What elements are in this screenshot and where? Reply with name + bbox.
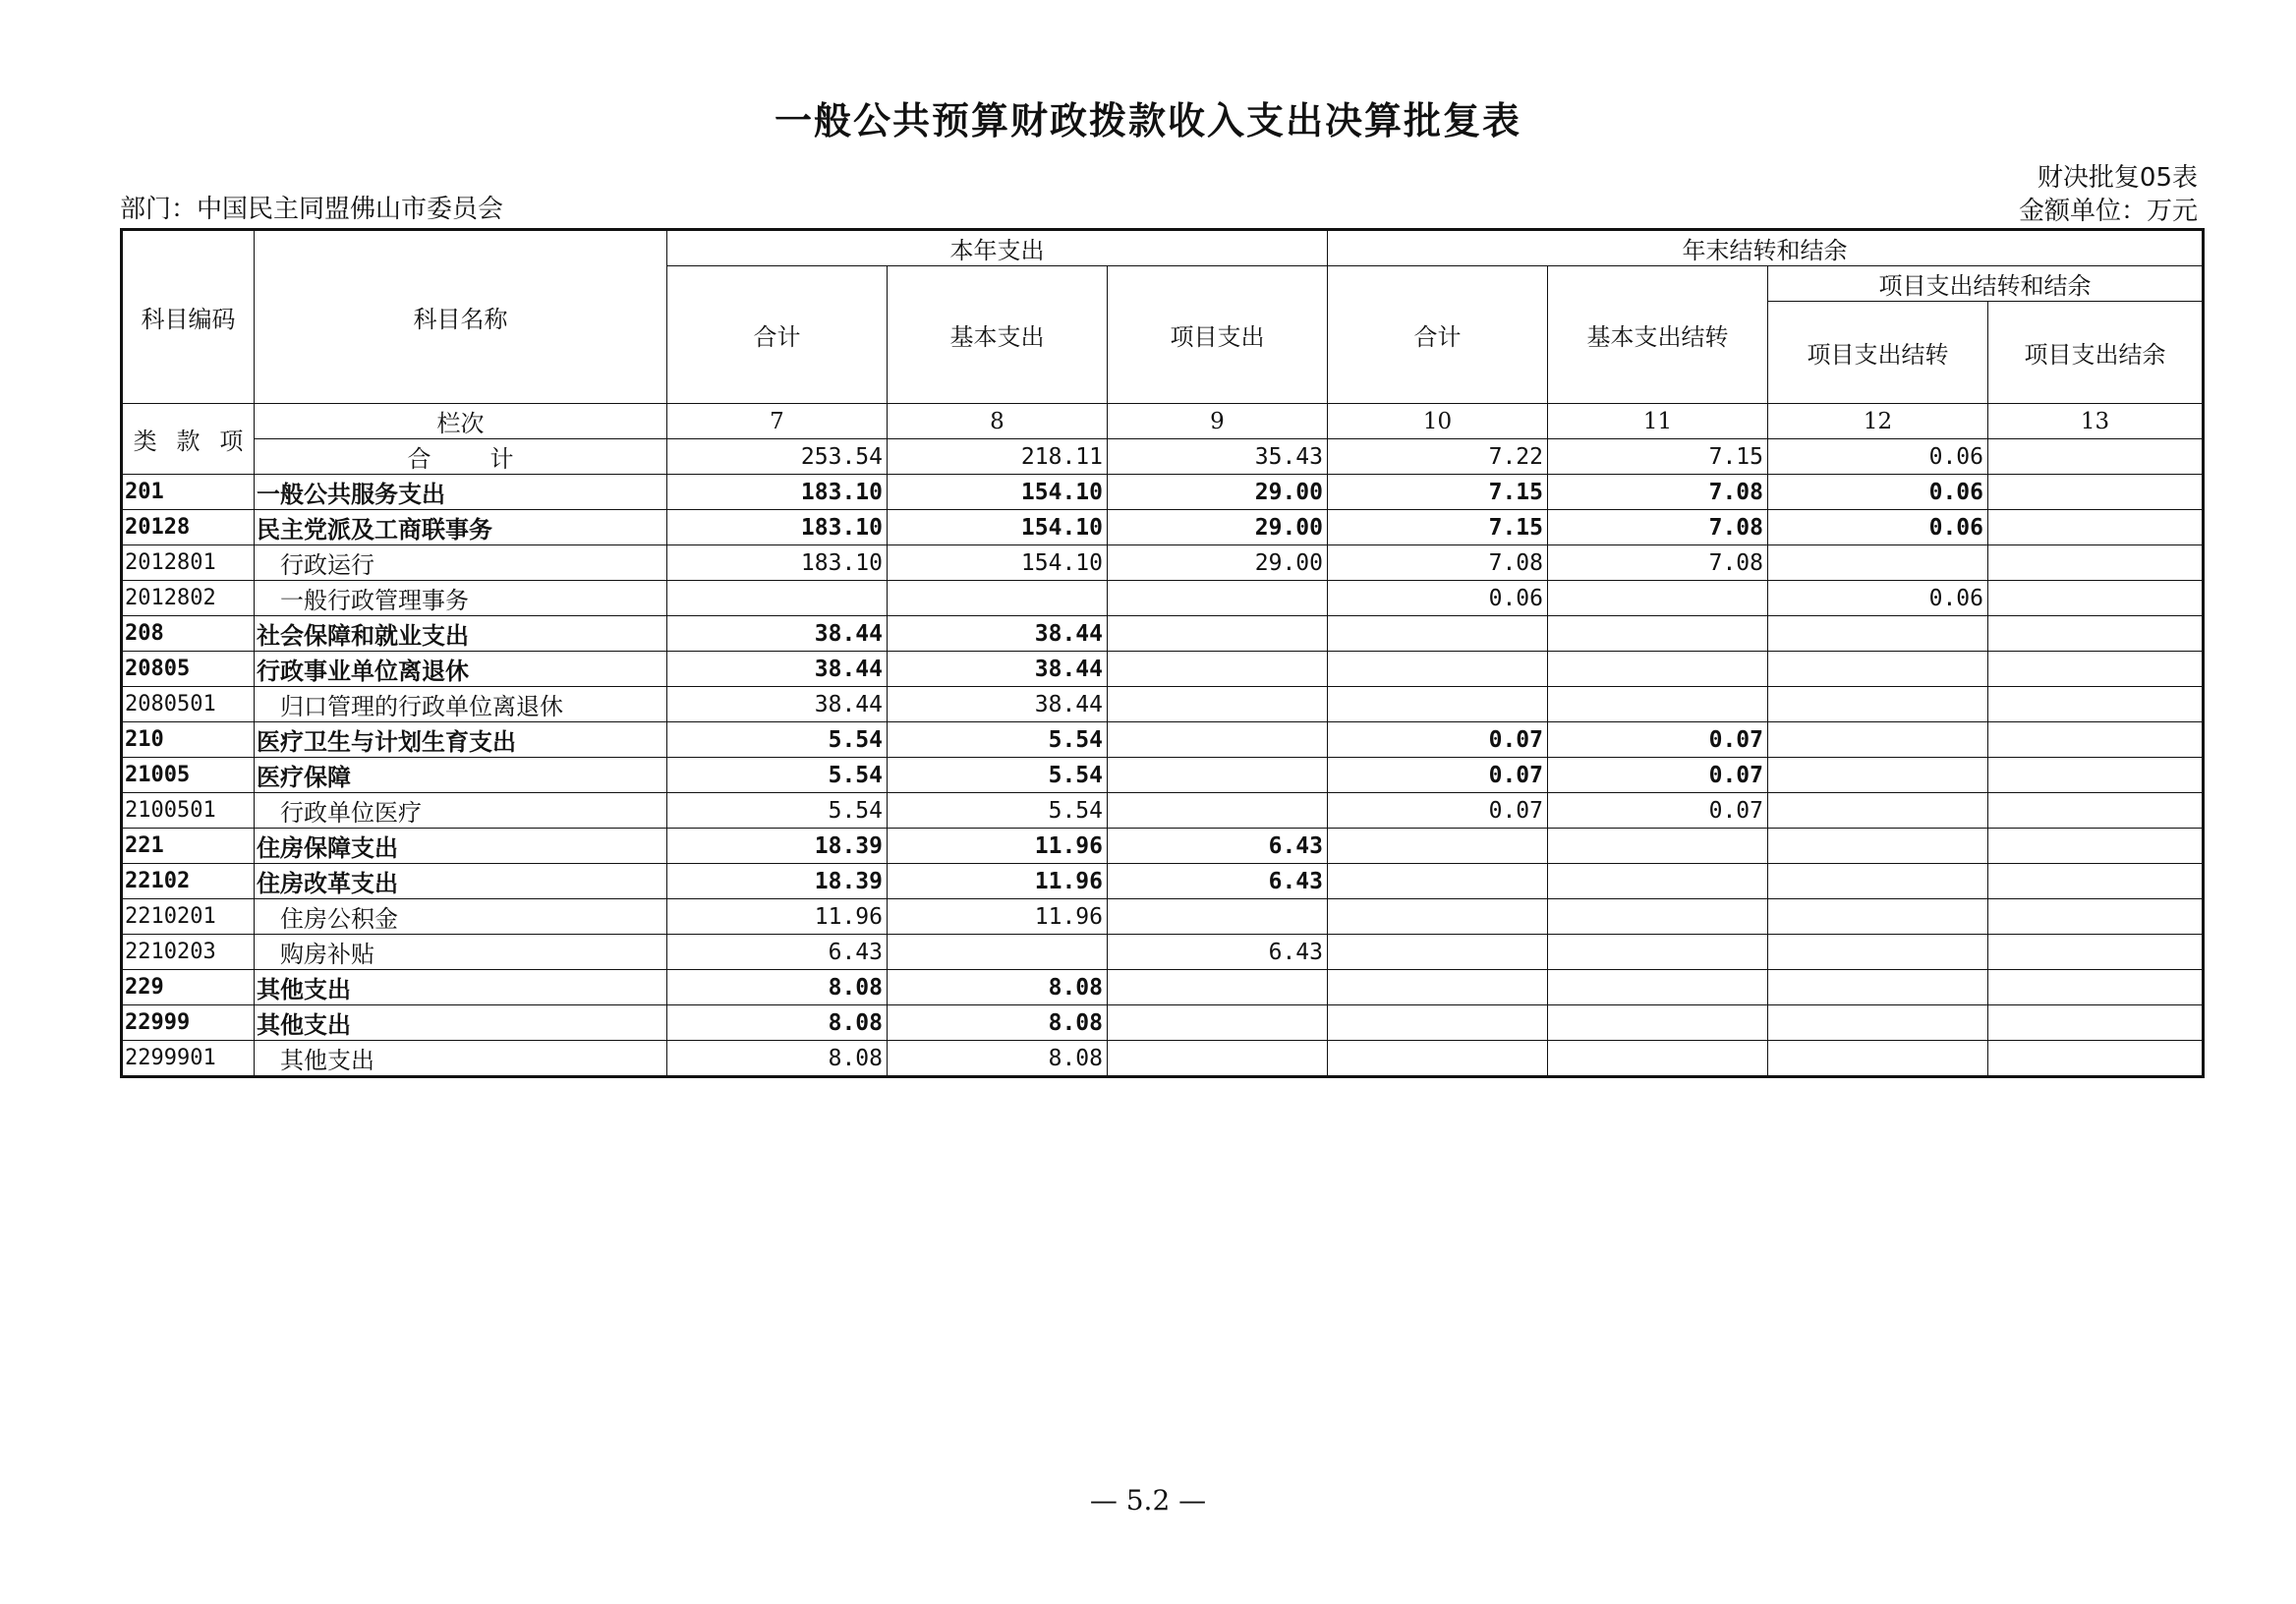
subject-code-cell: 22102 <box>122 864 255 899</box>
amount-cell <box>1328 1041 1548 1077</box>
subject-name-cell: 其他支出 <box>255 970 667 1005</box>
amount-cell: 0.06 <box>1768 475 1988 510</box>
amount-cell: 7.08 <box>1548 510 1768 545</box>
subject-name-cell: 行政事业单位离退休 <box>255 652 667 687</box>
amount-cell <box>1988 970 2204 1005</box>
table-row <box>122 1041 2204 1077</box>
subject-name-cell: 社会保障和就业支出 <box>255 616 667 652</box>
subject-code-cell: 201 <box>122 475 255 510</box>
amount-cell: 5.54 <box>888 793 1108 829</box>
column-number: 13 <box>1988 404 2204 439</box>
subject-name-cell: 一般公共服务支出 <box>255 475 667 510</box>
amount-cell <box>1768 1005 1988 1041</box>
header-lei: 类 <box>133 428 157 455</box>
column-number: 10 <box>1328 404 1548 439</box>
form-reference: 财决批复05表 <box>2037 163 2198 193</box>
table-row <box>122 935 2204 970</box>
summary-cell: 7.15 <box>1548 439 1768 475</box>
amount-cell <box>1548 1005 1768 1041</box>
amount-cell <box>1108 652 1328 687</box>
amount-cell: 8.08 <box>667 970 888 1005</box>
amount-cell: 154.10 <box>888 510 1108 545</box>
subject-name-cell: 住房改革支出 <box>255 864 667 899</box>
header-ye-basic: 基本支出结转 <box>1548 266 1768 404</box>
amount-cell: 7.15 <box>1328 475 1548 510</box>
amount-cell <box>1988 758 2204 793</box>
amount-cell <box>1548 616 1768 652</box>
amount-cell <box>1328 1005 1548 1041</box>
amount-cell <box>1108 793 1328 829</box>
amount-cell <box>1768 758 1988 793</box>
amount-cell: 11.96 <box>888 864 1108 899</box>
amount-cell: 0.07 <box>1548 722 1768 758</box>
amount-cell: 0.07 <box>1328 793 1548 829</box>
summary-label-text: 合计 <box>407 445 573 473</box>
amount-cell <box>1328 687 1548 722</box>
amount-cell <box>1548 581 1768 616</box>
table-row <box>122 581 2204 616</box>
subject-code-cell: 2012802 <box>122 581 255 616</box>
amount-cell: 7.15 <box>1328 510 1548 545</box>
amount-cell <box>1548 970 1768 1005</box>
amount-cell: 11.96 <box>667 899 888 935</box>
amount-cell: 5.54 <box>888 722 1108 758</box>
amount-cell: 11.96 <box>888 899 1108 935</box>
subject-name-cell: 住房保障支出 <box>255 829 667 864</box>
subject-code-cell: 208 <box>122 616 255 652</box>
amount-cell: 154.10 <box>888 475 1108 510</box>
header-subject-code: 科目编码 <box>122 230 255 404</box>
amount-cell: 29.00 <box>1108 510 1328 545</box>
header-basic: 基本支出 <box>888 266 1108 404</box>
amount-cell <box>1108 581 1328 616</box>
header-ye-project-group: 项目支出结转和结余 <box>1768 266 2204 302</box>
amount-cell: 0.06 <box>1768 581 1988 616</box>
amount-cell: 183.10 <box>667 510 888 545</box>
header-ye-project-balance: 项目支出结余 <box>1988 302 2204 404</box>
amount-cell <box>1108 1005 1328 1041</box>
amount-cell <box>1988 1005 2204 1041</box>
amount-unit: 金额单位：万元 <box>2018 197 2198 226</box>
table-row <box>122 475 2204 510</box>
summary-cell: 7.22 <box>1328 439 1548 475</box>
summary-label <box>255 439 667 475</box>
header-ye-project-carry: 项目支出结转 <box>1768 302 1988 404</box>
amount-cell <box>1768 616 1988 652</box>
amount-cell <box>1548 829 1768 864</box>
amount-cell: 8.08 <box>888 1005 1108 1041</box>
amount-cell: 5.54 <box>667 722 888 758</box>
amount-cell: 38.44 <box>888 687 1108 722</box>
header-year-end: 年末结转和结余 <box>1328 230 2204 266</box>
amount-cell <box>1988 475 2204 510</box>
table-row <box>122 652 2204 687</box>
table-row <box>122 758 2204 793</box>
amount-cell <box>1108 899 1328 935</box>
amount-cell <box>1988 616 2204 652</box>
summary-cell <box>1988 439 2204 475</box>
amount-cell: 38.44 <box>667 687 888 722</box>
amount-cell <box>1988 793 2204 829</box>
amount-cell <box>1108 970 1328 1005</box>
amount-cell <box>1548 935 1768 970</box>
header-xiang: 项 <box>219 428 244 455</box>
amount-cell <box>1768 793 1988 829</box>
summary-cell: 218.11 <box>888 439 1108 475</box>
header-current-year: 本年支出 <box>667 230 1328 266</box>
subject-name-cell: 其他支出 <box>255 1041 667 1077</box>
amount-cell <box>1108 758 1328 793</box>
amount-cell <box>1988 581 2204 616</box>
amount-cell: 11.96 <box>888 829 1108 864</box>
table-row <box>122 970 2204 1005</box>
header-lei-kuan-xiang <box>122 404 255 475</box>
subject-code-cell: 20128 <box>122 510 255 545</box>
amount-cell <box>1988 864 2204 899</box>
amount-cell <box>1768 687 1988 722</box>
subject-name-cell: 购房补贴 <box>255 935 667 970</box>
amount-cell: 154.10 <box>888 545 1108 581</box>
subject-name-cell: 一般行政管理事务 <box>255 581 667 616</box>
amount-cell: 0.07 <box>1328 758 1548 793</box>
amount-cell: 18.39 <box>667 829 888 864</box>
amount-cell <box>1988 1041 2204 1077</box>
subject-name-cell: 行政运行 <box>255 545 667 581</box>
amount-cell: 38.44 <box>888 616 1108 652</box>
summary-cell: 253.54 <box>667 439 888 475</box>
budget-table <box>120 228 2205 1078</box>
amount-cell: 0.07 <box>1548 758 1768 793</box>
amount-cell: 8.08 <box>667 1041 888 1077</box>
amount-cell: 38.44 <box>888 652 1108 687</box>
table-row <box>122 899 2204 935</box>
amount-cell <box>1988 687 2204 722</box>
department-label: 部门：中国民主同盟佛山市委员会 <box>120 195 504 224</box>
column-number: 11 <box>1548 404 1768 439</box>
subject-code-cell: 2080501 <box>122 687 255 722</box>
amount-cell <box>1768 935 1988 970</box>
subject-name-cell: 其他支出 <box>255 1005 667 1041</box>
subject-name-cell: 住房公积金 <box>255 899 667 935</box>
amount-cell: 29.00 <box>1108 475 1328 510</box>
amount-cell <box>1988 722 2204 758</box>
summary-cell: 0.06 <box>1768 439 1988 475</box>
table-row <box>122 687 2204 722</box>
table-row <box>122 864 2204 899</box>
header-ye-total: 合计 <box>1328 266 1548 404</box>
table-row <box>122 616 2204 652</box>
subject-code-cell: 2210201 <box>122 899 255 935</box>
subject-code-cell: 21005 <box>122 758 255 793</box>
amount-cell <box>1988 510 2204 545</box>
amount-cell: 38.44 <box>667 652 888 687</box>
amount-cell <box>1768 864 1988 899</box>
amount-cell <box>1328 899 1548 935</box>
page-number: — 5.2 — <box>1089 1484 1207 1517</box>
subject-name-cell: 行政单位医疗 <box>255 793 667 829</box>
header-column-index: 栏次 <box>255 404 667 439</box>
table-row <box>122 510 2204 545</box>
amount-cell: 8.08 <box>667 1005 888 1041</box>
amount-cell <box>667 581 888 616</box>
amount-cell: 0.06 <box>1328 581 1548 616</box>
amount-cell <box>1548 899 1768 935</box>
amount-cell: 8.08 <box>888 970 1108 1005</box>
amount-cell: 8.08 <box>888 1041 1108 1077</box>
amount-cell <box>1328 616 1548 652</box>
subject-code-cell: 229 <box>122 970 255 1005</box>
amount-cell <box>1768 722 1988 758</box>
amount-cell: 6.43 <box>1108 829 1328 864</box>
document-title: 一般公共预算财政拨款收入支出决算批复表 <box>774 99 1521 143</box>
subject-name-cell: 归口管理的行政单位离退休 <box>255 687 667 722</box>
amount-cell: 6.43 <box>667 935 888 970</box>
column-number: 7 <box>667 404 888 439</box>
amount-cell <box>1768 970 1988 1005</box>
amount-cell <box>1988 935 2204 970</box>
table-row <box>122 1005 2204 1041</box>
amount-cell: 6.43 <box>1108 935 1328 970</box>
amount-cell <box>1988 545 2204 581</box>
amount-cell <box>1328 652 1548 687</box>
amount-cell: 18.39 <box>667 864 888 899</box>
amount-cell <box>1548 687 1768 722</box>
table-row <box>122 545 2204 581</box>
amount-cell: 5.54 <box>667 793 888 829</box>
amount-cell <box>1548 864 1768 899</box>
subject-code-cell: 210 <box>122 722 255 758</box>
subject-code-cell: 2100501 <box>122 793 255 829</box>
amount-cell <box>1768 652 1988 687</box>
amount-cell <box>1988 899 2204 935</box>
amount-cell: 38.44 <box>667 616 888 652</box>
amount-cell: 6.43 <box>1108 864 1328 899</box>
amount-cell <box>1328 829 1548 864</box>
subject-name-cell: 民主党派及工商联事务 <box>255 510 667 545</box>
amount-cell: 0.07 <box>1328 722 1548 758</box>
amount-cell: 0.07 <box>1548 793 1768 829</box>
subject-name-cell: 医疗保障 <box>255 758 667 793</box>
amount-cell: 5.54 <box>667 758 888 793</box>
amount-cell <box>1108 687 1328 722</box>
subject-code-cell: 22999 <box>122 1005 255 1041</box>
amount-cell: 5.54 <box>888 758 1108 793</box>
amount-cell <box>1988 652 2204 687</box>
amount-cell: 7.08 <box>1328 545 1548 581</box>
subject-code-cell: 2012801 <box>122 545 255 581</box>
amount-cell <box>1108 616 1328 652</box>
column-number: 9 <box>1108 404 1328 439</box>
amount-cell <box>1768 829 1988 864</box>
header-kuan: 款 <box>176 428 201 455</box>
amount-cell <box>1548 652 1768 687</box>
amount-cell <box>1988 829 2204 864</box>
amount-cell: 7.08 <box>1548 545 1768 581</box>
amount-cell: 183.10 <box>667 475 888 510</box>
amount-cell: 183.10 <box>667 545 888 581</box>
subject-code-cell: 20805 <box>122 652 255 687</box>
summary-cell: 35.43 <box>1108 439 1328 475</box>
column-number: 8 <box>888 404 1108 439</box>
subject-code-cell: 221 <box>122 829 255 864</box>
amount-cell: 0.06 <box>1768 510 1988 545</box>
amount-cell <box>1548 1041 1768 1077</box>
table-row <box>122 829 2204 864</box>
subject-name-cell: 医疗卫生与计划生育支出 <box>255 722 667 758</box>
amount-cell: 29.00 <box>1108 545 1328 581</box>
amount-cell <box>1328 864 1548 899</box>
amount-cell <box>1108 1041 1328 1077</box>
subject-code-cell: 2210203 <box>122 935 255 970</box>
amount-cell <box>1768 545 1988 581</box>
amount-cell <box>888 935 1108 970</box>
amount-cell <box>1768 1041 1988 1077</box>
amount-cell <box>1328 970 1548 1005</box>
subject-code-cell: 2299901 <box>122 1041 255 1077</box>
header-subject-name: 科目名称 <box>255 230 667 404</box>
table-row <box>122 793 2204 829</box>
amount-cell: 7.08 <box>1548 475 1768 510</box>
amount-cell <box>1108 722 1328 758</box>
table-row <box>122 722 2204 758</box>
column-number: 12 <box>1768 404 1988 439</box>
header-project: 项目支出 <box>1108 266 1328 404</box>
amount-cell <box>1768 899 1988 935</box>
amount-cell <box>888 581 1108 616</box>
header-total: 合计 <box>667 266 888 404</box>
amount-cell <box>1328 935 1548 970</box>
